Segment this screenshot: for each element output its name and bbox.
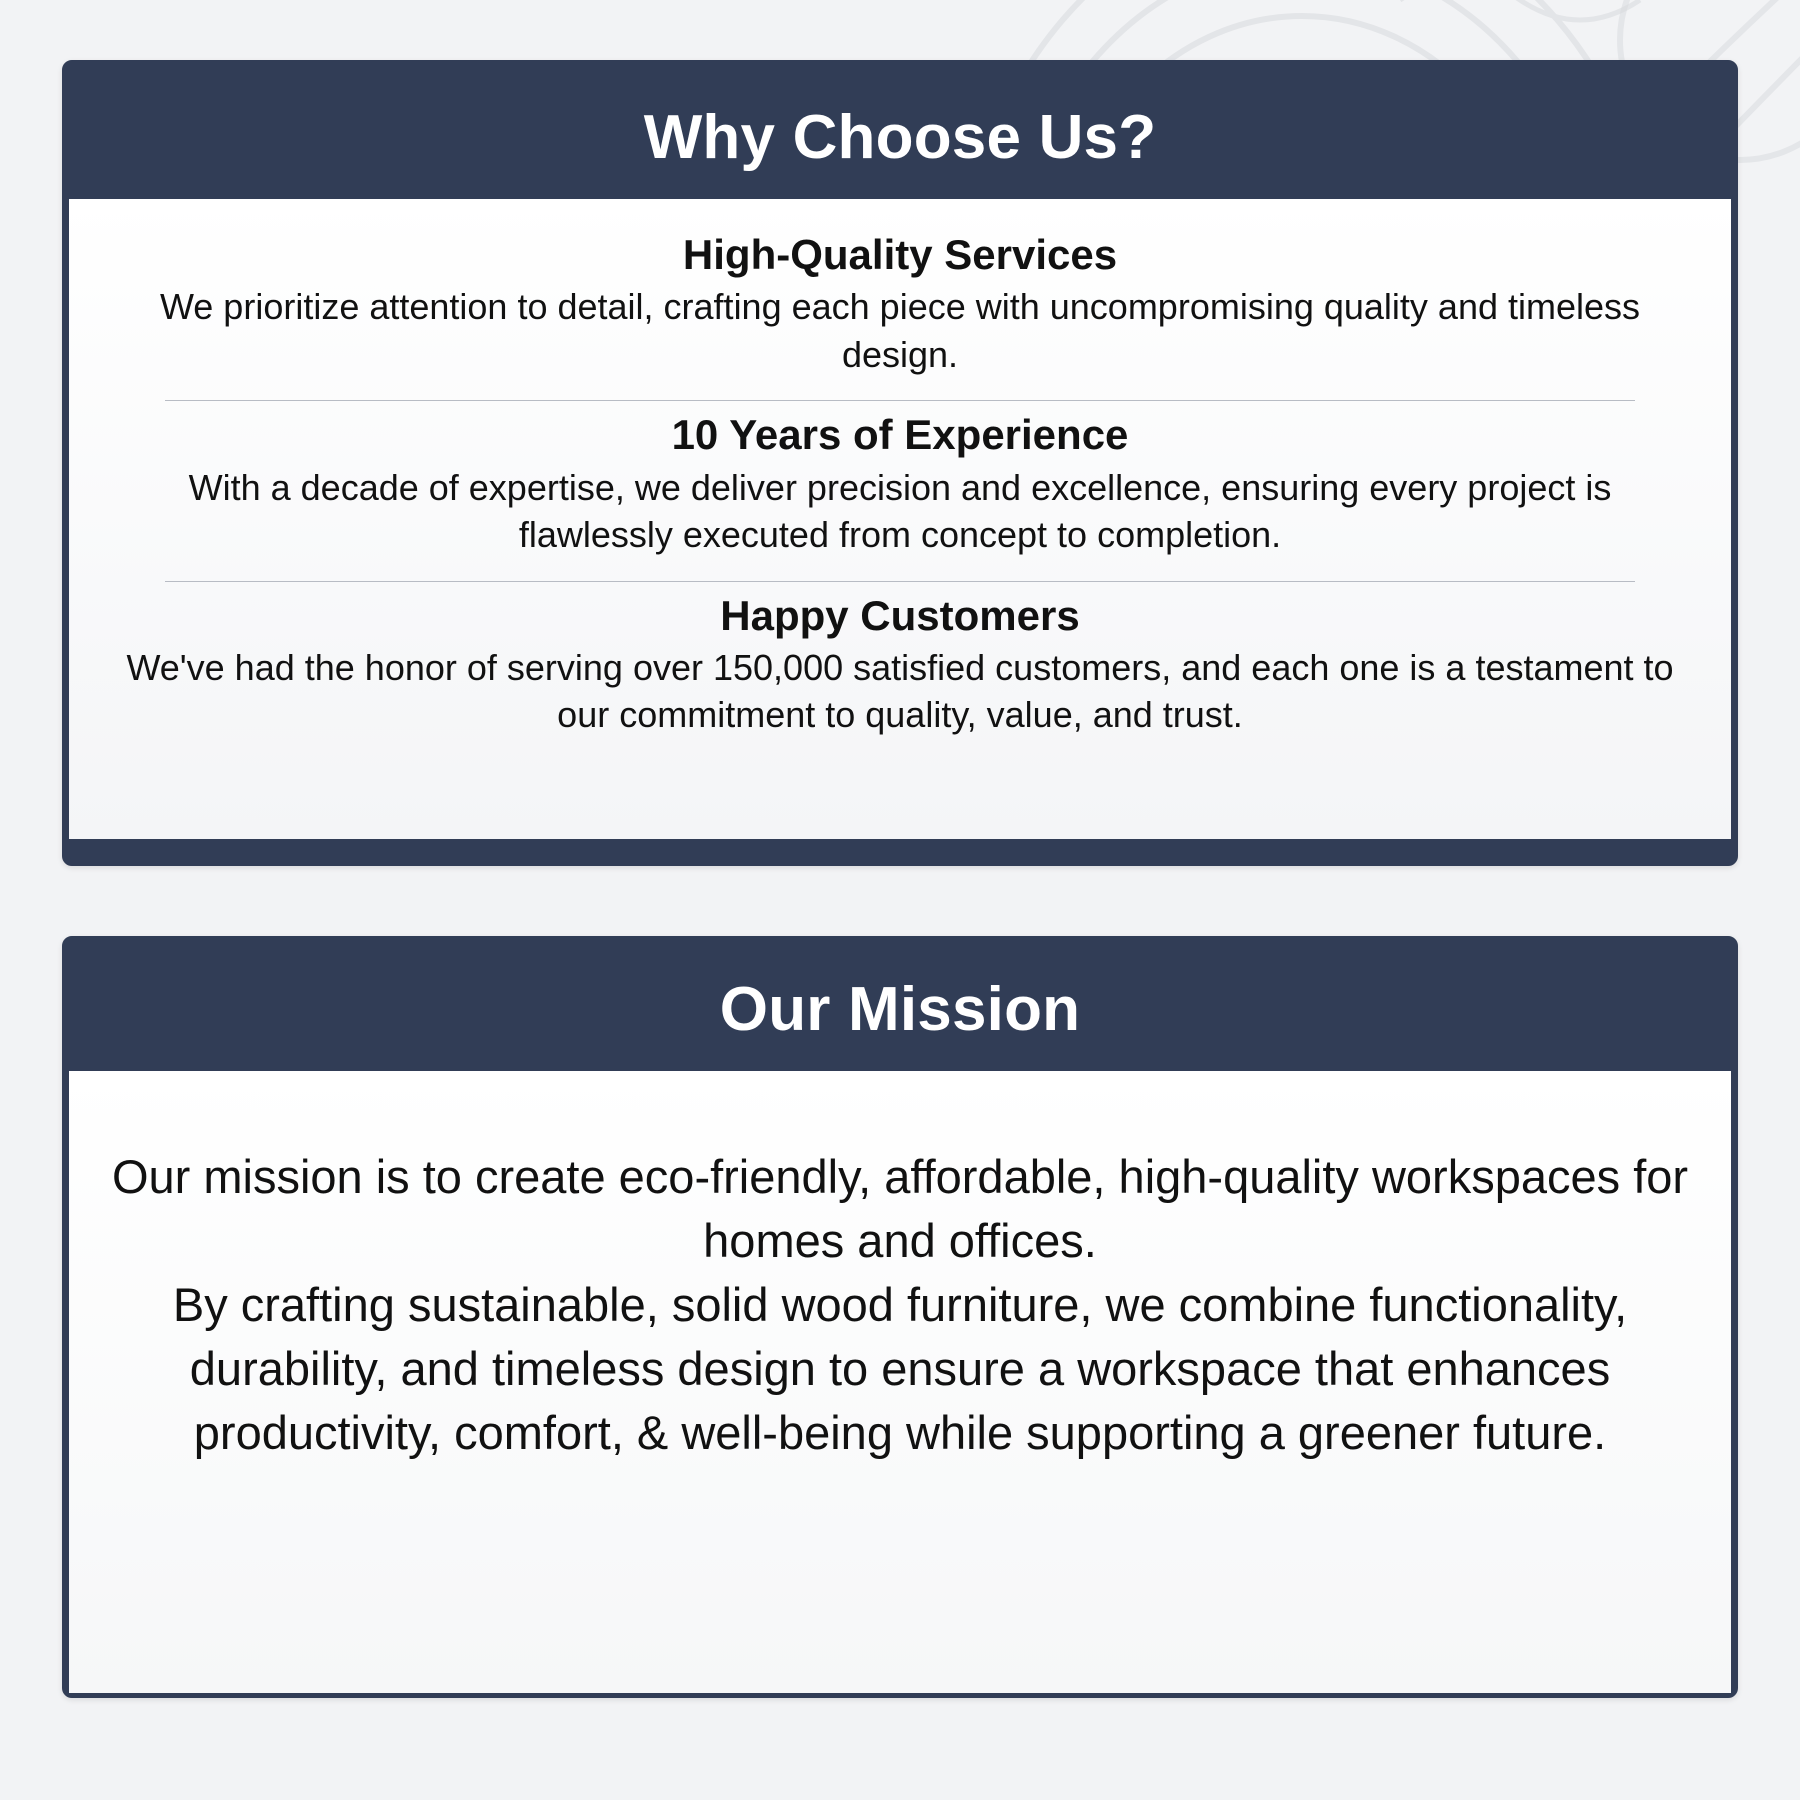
mission-text: [109, 1145, 1691, 1465]
our-mission-body: [69, 1071, 1731, 1693]
feature-description: We've had the honor of serving over 150,000 satisfied customers, and each one is a testament to our commitment to quality, value, and trust.: [126, 646, 1674, 736]
our-mission-title: Our Mission: [69, 943, 1731, 1071]
feature-title: Happy Customers: [720, 591, 1080, 639]
feature-item: [93, 411, 1707, 558]
feature-item: [93, 592, 1707, 739]
feature-title: High-Quality Services: [682, 231, 1118, 278]
why-choose-us-title: Why Choose Us?: [69, 67, 1731, 199]
feature-description: We prioritize attention to detail, crafting each piece with uncompromising quality and timeless design.: [159, 286, 1641, 375]
why-choose-us-body: [69, 199, 1731, 839]
mission-paragraph: Our mission is to create eco-friendly, affordable, high-quality workspaces for homes and offices.: [111, 1150, 1689, 1267]
mission-paragraph: By crafting sustainable, solid wood furniture, we combine functionality, durability, and timeless design to ensure a workspace that enhances productivity, comfort, & well-being while supporting a greener future.: [172, 1277, 1628, 1459]
why-choose-us-panel: [62, 60, 1738, 866]
feature-item: [93, 231, 1707, 378]
feature-description: With a decade of expertise, we deliver precision and excellence, ensuring every project is flawlessly executed from concept to completion.: [188, 466, 1612, 556]
feature-title: 10 Years of Experience: [671, 411, 1129, 459]
feature-divider: [165, 400, 1635, 401]
our-mission-panel: [62, 936, 1738, 1698]
feature-divider: [165, 581, 1635, 582]
